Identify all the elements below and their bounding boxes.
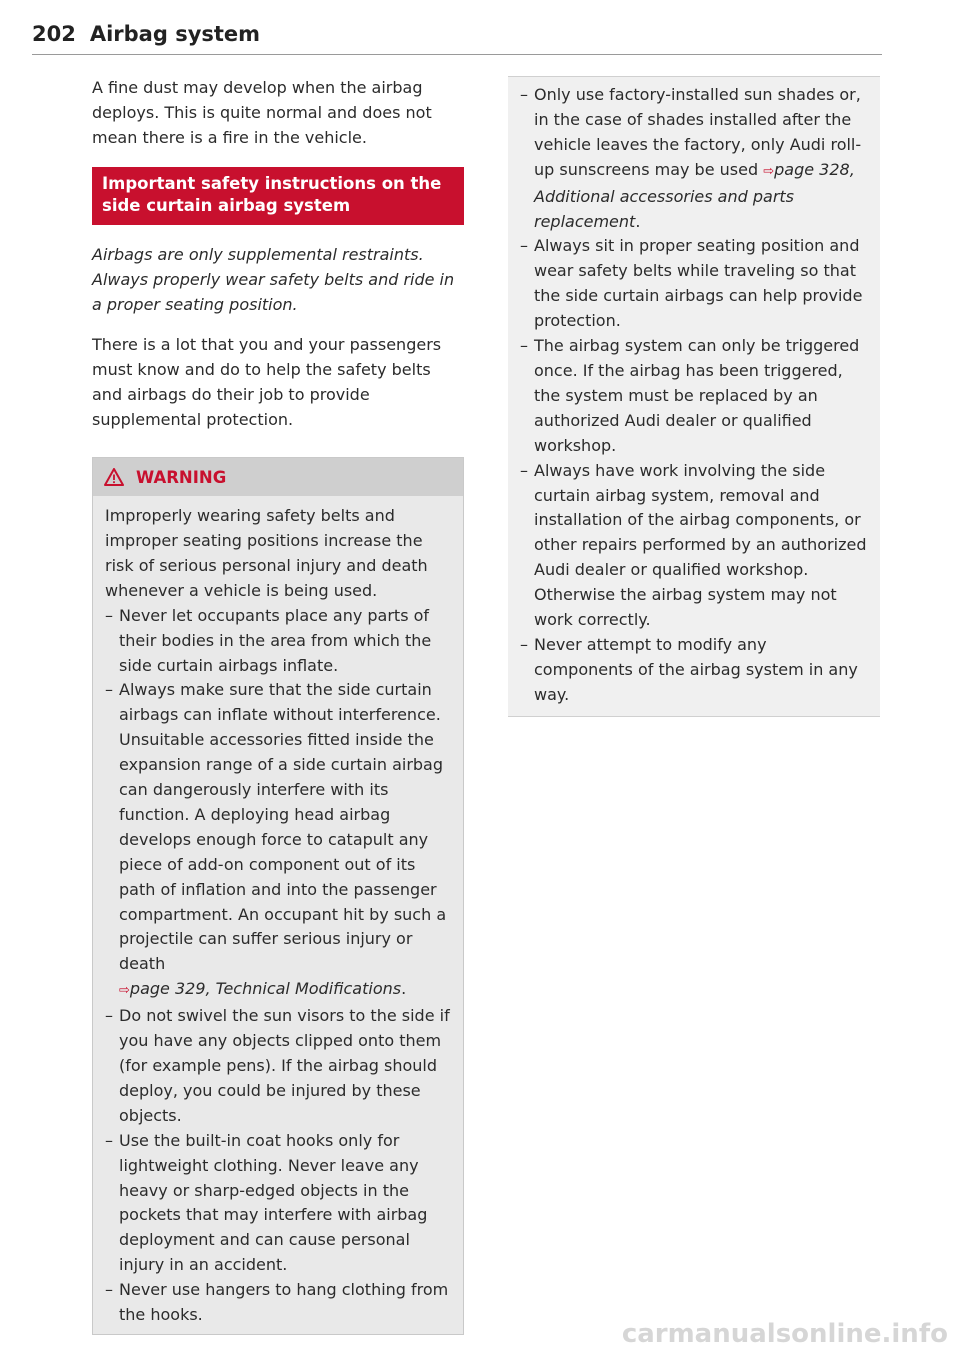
warning-title: WARNING <box>136 467 227 487</box>
left-column <box>92 76 464 1335</box>
arrow-right-icon: ⇨ <box>119 983 130 999</box>
warning-box <box>92 457 464 1335</box>
warning-body <box>93 496 463 1334</box>
warning-header <box>93 458 463 496</box>
right-column <box>508 76 880 717</box>
cross-reference-link[interactable]: page 328, Additional accessories and parts replacement <box>534 159 855 231</box>
continued-list <box>520 83 868 708</box>
italic-paragraph: Airbags are only supplemental restraints. Always properly wear safety belts and ride in a proper seating position. <box>92 244 455 314</box>
list-item: – Always sit in proper seating position and wear safety belts while traveling so that the side curtain airbags can help provide protection. <box>520 234 868 334</box>
warning-continued-box <box>508 76 880 717</box>
list-item: – Never attempt to modify any components of the airbag system in any way. <box>520 633 868 708</box>
warning-list <box>105 604 451 1328</box>
cross-reference-link[interactable]: page 329, Technical Modifications <box>129 979 402 999</box>
list-item: – Never use hangers to hang clothing from the hooks. <box>105 1278 451 1328</box>
arrow-right-icon: ⇨ <box>763 163 775 179</box>
warning-triangle-icon <box>104 468 124 486</box>
intro-paragraph: A fine dust may develop when the airbag deploys. This is quite normal and does not mean there is a fire in the vehicle. <box>92 78 432 147</box>
warning-intro: Improperly wearing safety belts and improper seating positions increase the risk of serious personal injury and death whenever a vehicle is being used. <box>105 506 428 600</box>
list-item: – Use the built-in coat hooks only for lightweight clothing. Never leave any heavy or sharp-edged objects in the pockets that may interfere with airbag deployment and can cause personal injury in an accident. <box>105 1129 451 1278</box>
watermark: carmanualsonline.info <box>621 1319 948 1349</box>
list-item: – The airbag system can only be triggered once. If the airbag has been triggered, the system must be replaced by an authorized Audi dealer or qualified workshop. <box>520 334 868 459</box>
list-item: – Do not swivel the sun visors to the side if you have any objects clipped onto them (for example pens). If the airbag should deploy, you could be injured by these objects. <box>105 1004 451 1129</box>
list-item: – Always make sure that the side curtain airbags can inflate without interference. Unsuitable accessories fitted inside the expansion range of a side curtain airbag can dangerously interfere with its function. A deploying head airbag develops enough force to catapult any piece of add-on component out of its path of inflation and into the passenger compartment. An occupant hit by such a projectile can suffer serious injury or death ⇨page 329, Technical Modifications. <box>105 678 451 1004</box>
list-item: – Always have work involving the side curtain airbag system, removal and installation of the airbag components, or other repairs performed by an authorized Audi dealer or qualified workshop. Otherwise the airbag system may not work correctly. <box>520 459 868 633</box>
list-item: – Only use factory-installed sun shades or, in the case of shades installed after the vehicle leaves the factory, only Audi roll-up sunscreens may be used ⇨page 328, Additional accessories and parts replacement. <box>520 83 868 234</box>
body-paragraph: There is a lot that you and your passengers must know and do to help the safety belts and airbags do their job to provide supplemental protection. <box>92 335 442 430</box>
page-number: 202 <box>32 22 76 46</box>
page-title: Airbag system <box>89 22 261 46</box>
section-heading: Important safety instructions on the side curtain airbag system <box>92 167 464 225</box>
list-item: – Never let occupants place any parts of their bodies in the area from which the side curtain airbags inflate. <box>105 604 451 679</box>
page-header <box>32 22 882 55</box>
